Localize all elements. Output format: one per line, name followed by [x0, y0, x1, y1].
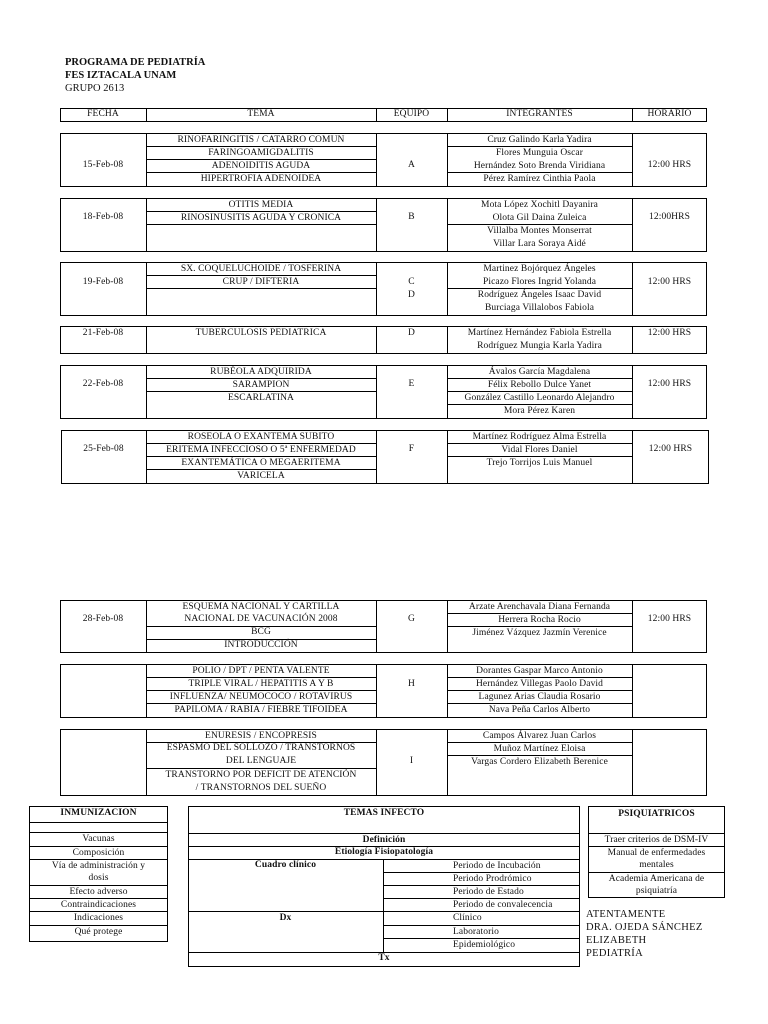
- team: A: [408, 160, 415, 170]
- member: Rodríguez Ángeles Isaac David: [477, 290, 602, 300]
- topic: DEL LENGUAJE: [225, 756, 297, 766]
- block-date: 28-Feb-08: [82, 614, 124, 624]
- topic: TUBERCULOSIS PEDIATRICA: [195, 328, 327, 338]
- schedule-time: 12:00 HRS: [647, 379, 692, 389]
- inmunizacion-title: INMUNIZACION: [60, 808, 137, 818]
- topic: OTITIS MEDIA: [228, 200, 294, 210]
- topic: SARAMPION: [232, 380, 290, 390]
- member: Burciaga Villalobos Fabiola: [484, 303, 595, 313]
- topic: INTRODUCCIÓN: [224, 640, 298, 650]
- team: D: [408, 290, 415, 300]
- topic: ERITEMA INFECCIOSO O 5ª ENFERMEDAD: [166, 445, 356, 455]
- block-date: 22-Feb-08: [82, 379, 124, 389]
- psiquiatricos-title: PSIQUIATRICOS: [618, 809, 695, 819]
- inmunizacion-item: Vía de administración y: [51, 861, 146, 871]
- member: Félix Rebollo Dulce Yanet: [487, 380, 592, 390]
- infecto-cuadro-clinico: Cuadro clínico: [254, 860, 317, 870]
- member: Cruz Galindo Karla Yadira: [487, 135, 592, 145]
- member: Martínez Hernández Fabiola Estrella: [467, 328, 612, 338]
- schedule-time: 12:00HRS: [649, 212, 690, 222]
- member: Jiménez Vázquez Jazmín Verenice: [472, 628, 607, 638]
- team: F: [408, 444, 415, 454]
- member: Pérez Ramírez Cinthia Paola: [483, 174, 596, 184]
- block-date: 21-Feb-08: [82, 328, 124, 338]
- member: Vidal Flores Daniel: [501, 445, 578, 455]
- member: Muñoz Martínez Eloisa: [493, 744, 586, 754]
- member: Flores Munguia Oscar: [496, 148, 583, 158]
- team: G: [408, 614, 415, 624]
- member: Villalba Montes Monserrat: [487, 226, 592, 236]
- col-equipo: EQUIPO: [393, 109, 430, 119]
- member: Vargas Cordero Elizabeth Berenice: [471, 757, 608, 767]
- topic: RUBÉOLA ADQUIRIDA: [210, 367, 312, 377]
- schedule-time: 12:00 HRS: [647, 328, 692, 338]
- member: Picazo Flores Ingrid Yolanda: [482, 277, 597, 287]
- topic: BCG: [251, 627, 271, 637]
- schedule-time: 12:00 HRS: [647, 614, 692, 624]
- team: B: [408, 212, 415, 222]
- topic: ROSEOLA O EXANTEMA SUBITO: [187, 432, 335, 442]
- inmunizacion-item: Composición: [72, 848, 125, 858]
- team: C: [408, 277, 415, 287]
- dx-item: Epidemiológico: [453, 940, 516, 950]
- member: Nava Peña Carlos Alberto: [488, 705, 591, 715]
- psiquiatricos-item: Academia Americana de: [608, 874, 705, 884]
- group: GRUPO 2613: [65, 83, 125, 94]
- member: Trejo Torrijos Luis Manuel: [486, 458, 593, 468]
- cuadro-item: Periodo de Incubación: [453, 861, 541, 871]
- topic: PAPILOMA / RABIA / FIEBRE TIFOIDEA: [174, 705, 348, 715]
- member: Hernández Soto Brenda Viridiana: [473, 161, 606, 171]
- member: Villar Lara Soraya Aidé: [493, 239, 586, 249]
- schedule-time: 12:00 HRS: [647, 277, 692, 287]
- team: H: [408, 679, 415, 689]
- member: Olota Gil Daina Zuleica: [492, 213, 587, 223]
- topic: RINOSINUSITIS AGUDA Y CRONICA: [180, 213, 342, 223]
- team: E: [408, 379, 415, 389]
- member: Martinez Bojórquez Ángeles: [483, 264, 596, 274]
- institution: FES IZTACALA UNAM: [65, 70, 177, 81]
- col-tema: TEMA: [247, 109, 275, 119]
- block-date: 25-Feb-08: [83, 444, 124, 454]
- signature-line: ELIZABETH: [586, 935, 647, 946]
- member: Herrera Rocha Rocio: [498, 615, 581, 625]
- member: Mota López Xochitl Dayanira: [481, 200, 598, 210]
- team: I: [409, 756, 414, 766]
- cuadro-item: Periodo de Estado: [453, 887, 524, 897]
- infecto-definicion: Definición: [362, 835, 406, 845]
- topic: / TRANSTORNOS DEL SUEÑO: [195, 783, 327, 793]
- topic: HIPERTROFIA ADENOIDEA: [200, 174, 322, 184]
- psiquiatricos-item: psiquiatría: [635, 886, 678, 896]
- inmunizacion-item: Efecto adverso: [69, 887, 128, 897]
- member: Mora Pérez Karen: [503, 406, 576, 416]
- member: Dorantes Gaspar Marco Antonio: [476, 666, 603, 676]
- topic: FARINGOAMIGDALITIS: [208, 148, 314, 158]
- topic: POLIO / DPT / PENTA VALENTE: [192, 666, 330, 676]
- topic: RINOFARINGITIS / CATARRO COMUN: [177, 135, 345, 145]
- cuadro-item: Periodo Prodrómico: [453, 874, 532, 884]
- inmunizacion-item: Indicaciones: [73, 913, 124, 923]
- topic: ENURESIS / ENCOPRESIS: [205, 731, 317, 741]
- infecto-tx: Tx: [378, 953, 390, 963]
- topic: ESPASMO DEL SOLLOZO / TRANSTORNOS: [166, 743, 356, 753]
- block-date: 18-Feb-08: [82, 212, 124, 222]
- member: Lagunez Arias Claudia Rosario: [478, 692, 601, 702]
- inmunizacion-item: Qué protege: [74, 927, 123, 937]
- member: Arzate Arenchavala Diana Fernanda: [468, 602, 611, 612]
- block-date: 19-Feb-08: [82, 277, 124, 287]
- inmunizacion-item: Vacunas: [82, 834, 115, 844]
- topic: ADENOIDITIS AGUDA: [211, 161, 311, 171]
- cuadro-item: Periodo de convalecencia: [453, 900, 553, 910]
- inmunizacion-item: Contraindicaciones: [60, 900, 137, 910]
- signature-line: ATENTAMENTE: [586, 909, 666, 920]
- topic: NACIONAL DE VACUNACIÓN 2008: [184, 614, 338, 624]
- team: D: [408, 328, 415, 338]
- psiquiatricos-item: Traer criterios de DSM-IV: [604, 835, 709, 845]
- col-fecha: FECHA: [87, 109, 119, 119]
- dx-item: Laboratorio: [453, 927, 499, 937]
- psiquiatricos-item: mentales: [639, 860, 674, 870]
- col-horario: HORARIO: [647, 109, 692, 119]
- member: Rodríguez Mungia Karla Yadira: [477, 341, 602, 351]
- psiquiatricos-item: Manual de enfermedades: [607, 848, 706, 858]
- member: Martínez Rodríguez Alma Estrella: [472, 432, 607, 442]
- block-date: 15-Feb-08: [82, 160, 124, 170]
- topic: ESCARLATINA: [227, 393, 295, 403]
- dx-item: Clínico: [453, 913, 482, 923]
- infecto-title: TEMAS INFECTO: [343, 808, 425, 818]
- schedule-time: 12:00 HRS: [647, 160, 692, 170]
- infecto-etiologia: Etiología Fisiopatología: [334, 847, 434, 857]
- infecto-dx: Dx: [279, 913, 292, 923]
- topic: TRANSTORNO POR DEFICIT DE ATENCIÓN: [165, 770, 357, 780]
- topic: CRUP / DIFTERIA: [222, 277, 300, 287]
- program-title: PROGRAMA DE PEDIATRÍA: [65, 57, 206, 68]
- topic: INFLUENZA/ NEUMOCOCO / ROTAVIRUS: [169, 692, 353, 702]
- topic: EXANTEMÁTICA O MEGAERITEMA: [181, 458, 341, 468]
- signature-line: DRA. OJEDA SÁNCHEZ: [586, 922, 703, 933]
- topic: VARICELA: [237, 471, 285, 481]
- member: Hernández Villegas Paolo David: [475, 679, 604, 689]
- inmunizacion-item: dosis: [88, 873, 109, 883]
- member: González Castillo Leonardo Alejandro: [464, 393, 615, 403]
- col-integrantes: INTEGRANTES: [506, 109, 573, 119]
- member: Campos Álvarez Juan Carlos: [482, 731, 597, 741]
- signature-line: PEDIATRÍA: [586, 948, 643, 959]
- topic: ESQUEMA NACIONAL Y CARTILLA: [182, 602, 340, 612]
- topic: TRIPLE VIRAL / HEPATITIS A Y B: [188, 679, 334, 689]
- member: Ávalos García Magdalena: [488, 367, 591, 377]
- topic: SX. COQUELUCHOIDE / TOSFERINA: [180, 264, 342, 274]
- schedule-time: 12:00 HRS: [648, 444, 693, 454]
